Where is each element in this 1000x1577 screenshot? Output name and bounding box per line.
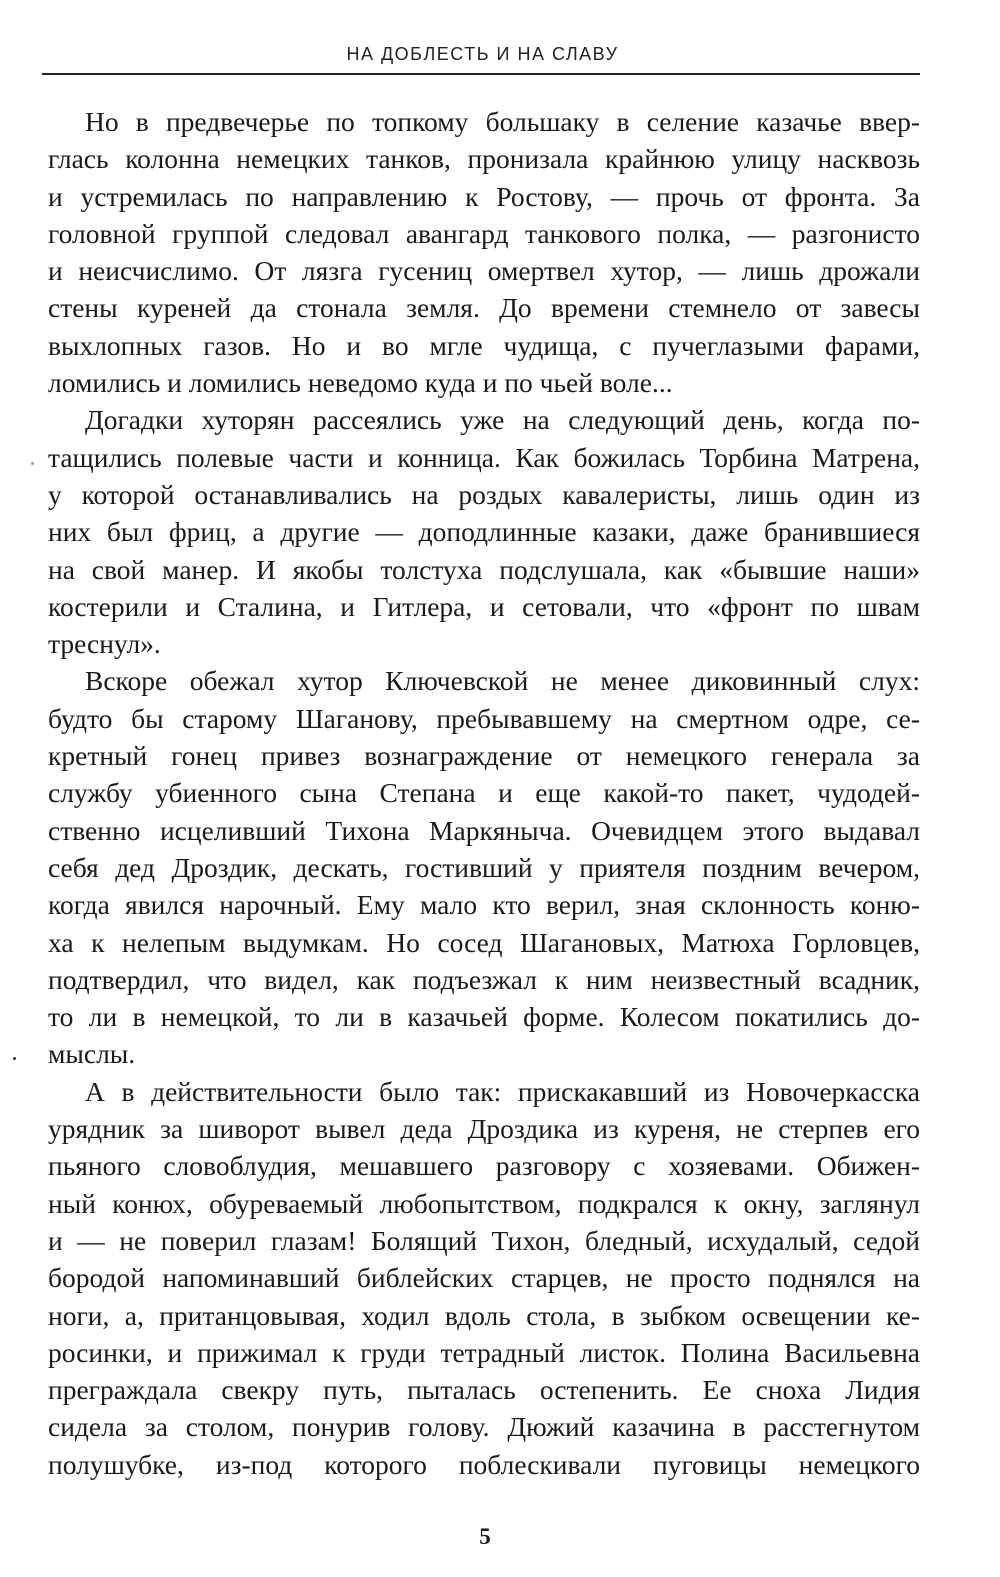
text-line: службу убиенного сына Степана и еще какой-то пакет, чудодей- (48, 777, 920, 809)
text-line: треснул». (48, 628, 161, 660)
text-line: Догадки хуторян рассеялись уже на следующий день, когда по- (85, 404, 920, 436)
text-line: тащились полевые части и конница. Как божилась Торбина Матрена, (48, 441, 920, 473)
text-line: ха к нелепым выдумкам. Но сосед Шагановых, Матюха Горловцев, (48, 926, 920, 958)
text-line: ломились и ломились неведомо куда и по чьей воле... (48, 367, 673, 399)
text-line: на свой манер. И якобы толстуха подслушала, как «бывшие наши» (48, 553, 920, 585)
page-number: 5 (479, 1524, 491, 1549)
text-line: бородой напоминавший библейских старцев, не просто поднялся на (48, 1262, 920, 1294)
text-line: них был фриц, а другие — доподлинные казаки, даже бранившиеся (48, 516, 920, 548)
text-line: ноги, а, пританцовывая, ходил вдоль стола, в зыбком освещении ке- (48, 1299, 920, 1331)
paragraph-2 (48, 401, 920, 662)
text-line: мыслы. (48, 1038, 136, 1070)
body-text (48, 103, 920, 1483)
text-line: кретный гонец привез вознаграждение от немецкого генерала за (48, 740, 920, 772)
text-line: А в действительности было так: прискакавший из Новочеркасска (85, 1075, 920, 1107)
text-line: преграждала свекру путь, пыталась остепенить. Ее сноха Лидия (48, 1374, 920, 1406)
text-line: Вскоре обежал хутор Ключевской не менее диковинный слух: (85, 665, 920, 697)
text-line: и неисчислимо. От лязга гусениц омертвел хутор, — лишь дрожали (48, 255, 920, 287)
header-rule (42, 73, 920, 75)
running-header: НА ДОБЛЕСТЬ И НА СЛАВУ (346, 44, 619, 64)
text-line: Но в предвечерье по топкому большаку в селение казачье ввер- (85, 106, 920, 137)
text-line: стены куреней да стонала земля. До времени стемнело от завесы (48, 292, 920, 324)
scan-speck (31, 462, 34, 465)
text-line: головной группой следовал авангард танкового полка, — разгонисто (48, 217, 920, 249)
text-line: ственно исцеливший Тихона Маркяныча. Очевидцем этого выдавал (48, 814, 920, 846)
text-line: будто бы старому Шаганову, пребывавшему на смертном одре, се- (48, 702, 920, 734)
paragraph-1 (48, 103, 920, 401)
text-line: и устремилась по направлению к Ростову, — прочь от фронта. За (48, 180, 920, 212)
text-line: пьяного словоблудия, мешавшего разговору с хозяевами. Обижен- (48, 1150, 920, 1182)
scan-speck (13, 1057, 16, 1060)
text-line: сидела за столом, понурив голову. Дюжий казачина в расстегнутом (48, 1411, 920, 1443)
text-line: когда явился нарочный. Ему мало кто верил, зная склонность коню- (48, 889, 920, 921)
text-line: выхлопных газов. Но и во мгле чудища, с пучеглазыми фарами, (48, 329, 920, 361)
text-line: полушубке, из-под которого поблескивали пуговицы немецкого (48, 1448, 920, 1480)
paragraph-4 (48, 1073, 920, 1483)
text-line: то ли в немецкой, то ли в казачьей форме. Колесом покатились до- (48, 1001, 920, 1033)
text-line: подтвердил, что видел, как подъезжал к ним неизвестный всадник, (48, 963, 920, 995)
text-line: урядник за шиворот вывел деда Дроздика из куреня, не стерпев его (48, 1113, 920, 1145)
text-line: и — не поверил глазам! Болящий Тихон, бледный, исхудалый, седой (48, 1224, 920, 1256)
text-line: ный конюх, обуреваемый любопытством, подкрался к окну, заглянул (48, 1187, 920, 1219)
text-line: у которой останавливались на роздых кавалеристы, лишь один из (48, 478, 920, 510)
text-line: костерили и Сталина, и Гитлера, и сетовали, что «фронт по швам (48, 590, 920, 622)
text-line: себя дед Дроздик, дескать, гостивший у приятеля поздним вечером, (48, 851, 920, 883)
paragraph-3 (48, 662, 920, 1072)
text-line: росинки, и прижимал к груди тетрадный листок. Полина Васильевна (48, 1336, 920, 1368)
text-line: глась колонна немецких танков, пронизала крайнюю улицу насквозь (48, 143, 920, 175)
